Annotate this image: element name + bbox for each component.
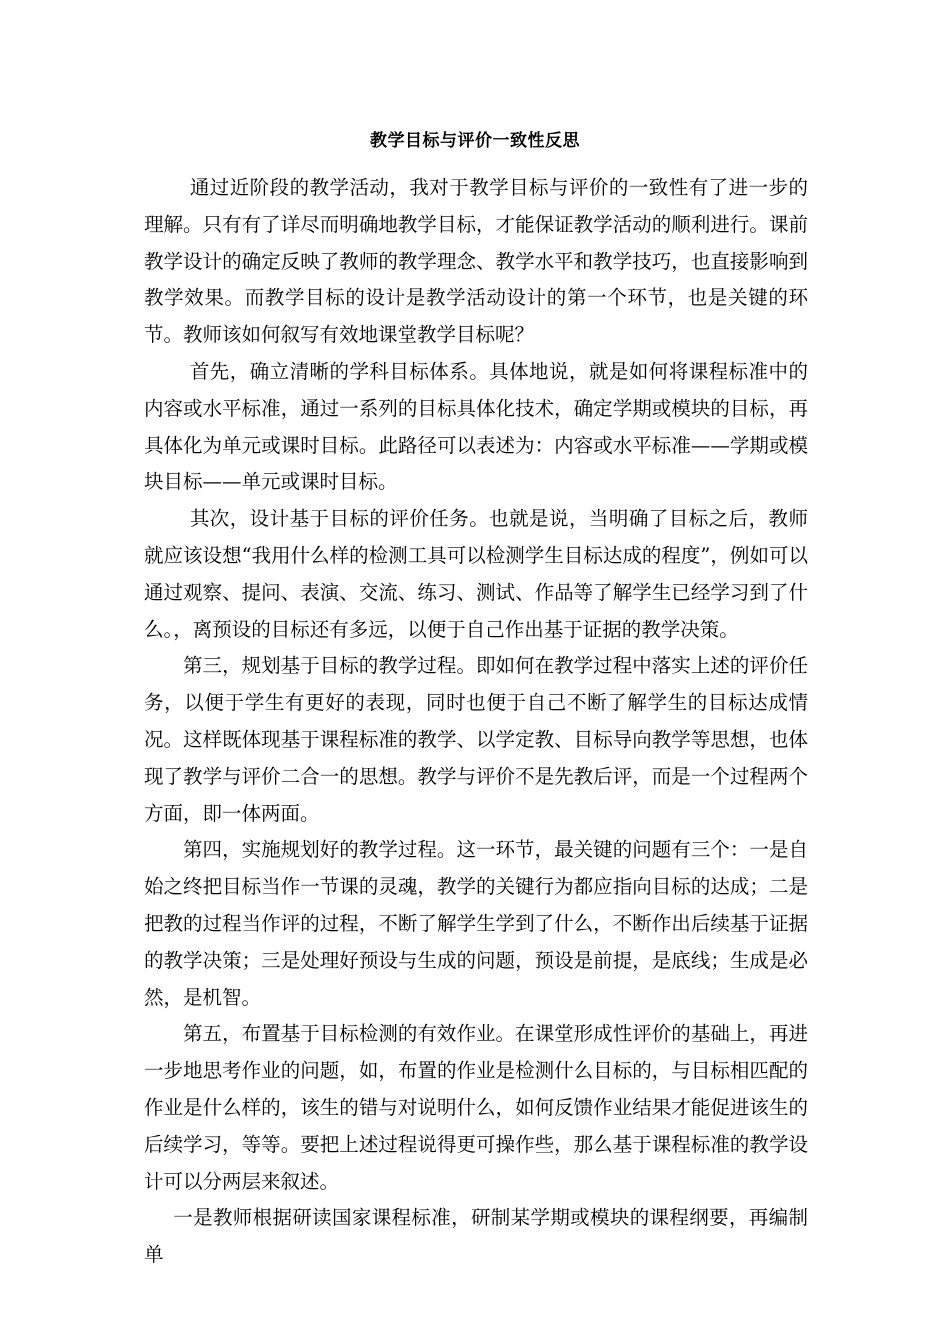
paragraph-third-step: 第三，规划基于目标的教学过程。即如何在教学过程中落实上述的评价任务，以便于学生有更好的表现，同时也便于自己不断了解学生的目标达成情况。这样既体现基于课程标准的教学、以学定教、目标导向教学等思想，也体现了教学与评价二合一的思想。教学与评价不是先教后评，而是一个过程两个方面，即一体两面。	[144, 654, 808, 825]
paragraph-fourth-step: 第四，实施规划好的教学过程。这一环节，最关键的问题有三个：一是自始之终把目标当作一节课的灵魂，教学的关键行为都应指向目标的达成；二是把教的过程当作评的过程，不断了解学生学到了什么，不断作出后续基于证据的教学决策；三是处理好预设与生成的问题，预设是前提，是底线；生成是必然，是机智。	[144, 838, 808, 1009]
paragraph-fifth-step: 第五，布置基于目标检测的有效作业。在课堂形成性评价的基础上，再进一步地思考作业的问题，如，布置的作业是检测什么目标的，与目标相匹配的作业是什么样的，该生的错与对说明什么，如何反馈作业结果才能促进该生的后续学习，等等。要把上述过程说得更可操作些，那么基于课程标准的教学设计可以分两层来叙述。	[144, 1022, 808, 1193]
paragraph-intro: 通过近阶段的教学活动，我对于教学目标与评价的一致性有了进一步的理解。只有有了详尽而明确地教学目标，才能保证教学活动的顺利进行。课前教学设计的确定反映了教师的教学理念、教学水平和教学技巧，也直接影响到教学效果。而教学目标的设计是教学活动设计的第一个环节，也是关键的环节。教师该如何叙写有效地课堂教学目标呢？	[144, 176, 808, 347]
paragraph-first-step: 首先，确立清晰的学科目标体系。具体地说，就是如何将课程标准中的内容或水平标准，通过一系列的目标具体化技术，确定学期或模块的目标，再具体化为单元或课时目标。此路径可以表述为：内容或水平标准——学期或模块目标——单元或课时目标。	[144, 359, 808, 494]
document-title: 教学目标与评价一致性反思	[370, 131, 580, 151]
paragraph-level-one: 一是教师根据研读国家课程标准，研制某学期或模块的课程纲要，再编制单	[144, 1206, 808, 1267]
paragraph-second-step: 其次，设计基于目标的评价任务。也就是说，当明确了目标之后，教师就应该设想“我用什么样的检测工具可以检测学生目标达成的程度”，例如可以通过观察、提问、表演、交流、练习、测试、作品等了解学生已经学习到了什么。，离预设的目标还有多远，以便于自己作出基于证据的教学决策。	[144, 507, 808, 641]
document-body	[144, 170, 808, 1274]
